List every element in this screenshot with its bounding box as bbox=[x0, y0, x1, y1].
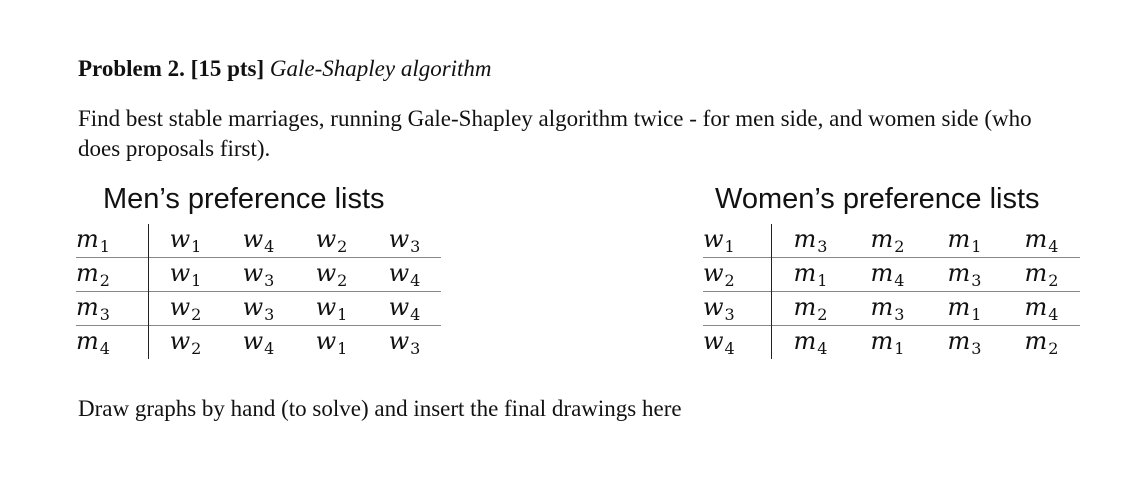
preference-cell bbox=[926, 326, 1003, 360]
symbol-letter: w bbox=[242, 259, 264, 287]
symbol-index: 1 bbox=[971, 305, 982, 324]
preference-cell bbox=[222, 326, 295, 360]
problem-instructions: Find best stable marriages, running Gale-Shapley algorithm twice - for men side, and women side (who does proposals first). bbox=[78, 106, 1032, 161]
preference-cell bbox=[295, 326, 368, 360]
preference-cell bbox=[368, 224, 441, 258]
symbol-letter: w bbox=[703, 327, 724, 355]
symbol-index: 1 bbox=[724, 237, 735, 256]
symbol-index: 4 bbox=[817, 339, 828, 358]
symbol-index: 4 bbox=[410, 305, 421, 324]
symbol-letter: m bbox=[76, 327, 99, 355]
symbol-letter: m bbox=[1024, 327, 1048, 355]
problem-points: [15 pts] bbox=[190, 56, 265, 81]
symbol-letter: w bbox=[169, 225, 191, 253]
draw-note: Draw graphs by hand (to solve) and insert the final drawings here bbox=[78, 396, 682, 421]
preference-cell bbox=[849, 292, 926, 326]
preference-cell bbox=[772, 326, 850, 360]
symbol-index: 3 bbox=[817, 237, 828, 256]
symbol-index: 1 bbox=[191, 237, 202, 256]
preference-cell bbox=[149, 292, 223, 326]
symbol-index: 3 bbox=[410, 339, 421, 358]
preference-cell bbox=[926, 258, 1003, 292]
person-cell bbox=[76, 326, 149, 360]
symbol-letter: m bbox=[793, 259, 817, 287]
symbol-index: 2 bbox=[894, 237, 905, 256]
symbol-index: 2 bbox=[337, 271, 348, 290]
preference-row bbox=[76, 326, 441, 360]
symbol-index: 3 bbox=[894, 305, 905, 324]
person-cell bbox=[703, 224, 772, 258]
symbol-letter: m bbox=[1024, 259, 1048, 287]
symbol-letter: w bbox=[242, 293, 264, 321]
men-preference-title: Men’s preference lists bbox=[103, 183, 385, 215]
symbol-index: 2 bbox=[1048, 339, 1059, 358]
symbol-index: 3 bbox=[971, 271, 982, 290]
symbol-letter: m bbox=[76, 259, 99, 287]
symbol-index: 4 bbox=[1048, 305, 1059, 324]
preference-cell bbox=[772, 292, 850, 326]
symbol-letter: w bbox=[388, 293, 410, 321]
symbol-index: 1 bbox=[99, 237, 110, 256]
preference-row bbox=[76, 224, 441, 258]
symbol-letter: w bbox=[703, 225, 724, 253]
symbol-letter: m bbox=[870, 225, 894, 253]
symbol-letter: m bbox=[947, 225, 971, 253]
symbol-letter: m bbox=[947, 327, 971, 355]
preference-cell bbox=[222, 258, 295, 292]
problem-label: Problem 2. bbox=[78, 56, 185, 81]
person-cell bbox=[76, 224, 149, 258]
preference-cell bbox=[222, 292, 295, 326]
preference-cell bbox=[295, 224, 368, 258]
symbol-letter: m bbox=[870, 293, 894, 321]
person-cell bbox=[703, 292, 772, 326]
symbol-letter: w bbox=[703, 293, 724, 321]
symbol-letter: m bbox=[870, 259, 894, 287]
symbol-letter: w bbox=[315, 327, 337, 355]
symbol-index: 1 bbox=[191, 271, 202, 290]
preference-cell bbox=[849, 258, 926, 292]
symbol-index: 3 bbox=[264, 271, 275, 290]
person-cell bbox=[703, 326, 772, 360]
symbol-letter: w bbox=[315, 259, 337, 287]
symbol-index: 1 bbox=[971, 237, 982, 256]
symbol-letter: m bbox=[76, 293, 99, 321]
preference-row bbox=[703, 258, 1080, 292]
symbol-letter: w bbox=[388, 327, 410, 355]
symbol-letter: w bbox=[242, 225, 264, 253]
symbol-index: 2 bbox=[191, 339, 202, 358]
preference-cell bbox=[295, 258, 368, 292]
preference-cell bbox=[1003, 224, 1080, 258]
symbol-index: 4 bbox=[264, 237, 275, 256]
symbol-index: 1 bbox=[894, 339, 905, 358]
preference-row bbox=[76, 292, 441, 326]
preference-cell bbox=[772, 258, 850, 292]
symbol-index: 4 bbox=[894, 271, 905, 290]
preference-cell bbox=[149, 326, 223, 360]
symbol-letter: w bbox=[169, 327, 191, 355]
problem-heading bbox=[78, 56, 492, 82]
symbol-index: 2 bbox=[191, 305, 202, 324]
preference-cell bbox=[222, 224, 295, 258]
symbol-letter: m bbox=[1024, 293, 1048, 321]
person-cell bbox=[76, 292, 149, 326]
symbol-letter: m bbox=[1024, 225, 1048, 253]
symbol-letter: m bbox=[793, 293, 817, 321]
symbol-letter: w bbox=[242, 327, 264, 355]
person-cell bbox=[703, 258, 772, 292]
symbol-letter: m bbox=[793, 225, 817, 253]
symbol-index: 3 bbox=[724, 305, 735, 324]
symbol-letter: m bbox=[870, 327, 894, 355]
symbol-index: 2 bbox=[1048, 271, 1059, 290]
preference-row bbox=[703, 292, 1080, 326]
women-preference-table bbox=[703, 224, 1080, 359]
symbol-index: 3 bbox=[99, 305, 110, 324]
symbol-letter: m bbox=[76, 225, 99, 253]
symbol-letter: m bbox=[947, 259, 971, 287]
symbol-index: 4 bbox=[1048, 237, 1059, 256]
men-preference-table bbox=[76, 224, 441, 359]
preference-cell bbox=[849, 224, 926, 258]
preference-cell bbox=[149, 258, 223, 292]
symbol-letter: w bbox=[315, 225, 337, 253]
preference-row bbox=[703, 224, 1080, 258]
symbol-index: 4 bbox=[99, 339, 110, 358]
preference-cell bbox=[1003, 258, 1080, 292]
symbol-index: 4 bbox=[264, 339, 275, 358]
symbol-index: 2 bbox=[724, 271, 735, 290]
preference-cell bbox=[926, 292, 1003, 326]
symbol-index: 1 bbox=[817, 271, 828, 290]
symbol-index: 2 bbox=[99, 271, 110, 290]
preference-row bbox=[703, 326, 1080, 360]
symbol-letter: w bbox=[703, 259, 724, 287]
preference-cell bbox=[149, 224, 223, 258]
symbol-index: 4 bbox=[410, 271, 421, 290]
preference-cell bbox=[1003, 326, 1080, 360]
symbol-index: 1 bbox=[337, 339, 348, 358]
symbol-letter: w bbox=[388, 259, 410, 287]
symbol-index: 3 bbox=[971, 339, 982, 358]
women-preference-title: Women’s preference lists bbox=[715, 183, 1040, 215]
symbol-index: 2 bbox=[817, 305, 828, 324]
preference-cell bbox=[368, 258, 441, 292]
preference-row bbox=[76, 258, 441, 292]
symbol-letter: m bbox=[947, 293, 971, 321]
preference-cell bbox=[1003, 292, 1080, 326]
preference-cell bbox=[295, 292, 368, 326]
preference-cell bbox=[849, 326, 926, 360]
preference-cell bbox=[368, 326, 441, 360]
symbol-letter: w bbox=[315, 293, 337, 321]
symbol-index: 4 bbox=[724, 339, 735, 358]
problem-title: Gale-Shapley algorithm bbox=[269, 56, 492, 81]
preference-cell bbox=[926, 224, 1003, 258]
symbol-index: 2 bbox=[337, 237, 348, 256]
symbol-letter: w bbox=[169, 259, 191, 287]
symbol-letter: w bbox=[388, 225, 410, 253]
preference-cell bbox=[368, 292, 441, 326]
symbol-index: 3 bbox=[264, 305, 275, 324]
symbol-index: 1 bbox=[337, 305, 348, 324]
symbol-index: 3 bbox=[410, 237, 421, 256]
symbol-letter: m bbox=[793, 327, 817, 355]
symbol-letter: w bbox=[169, 293, 191, 321]
preference-cell bbox=[772, 224, 850, 258]
person-cell bbox=[76, 258, 149, 292]
